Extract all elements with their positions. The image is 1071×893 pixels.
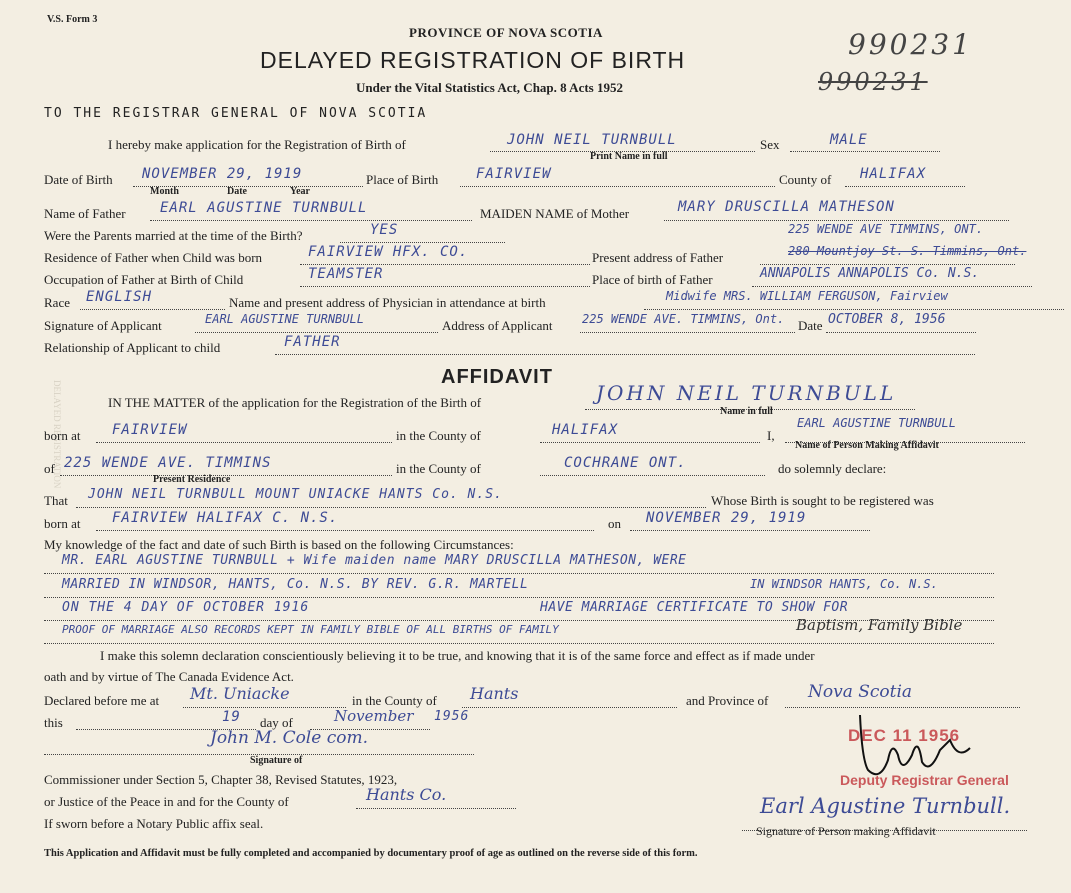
- commissioner-signature: John M. Cole com.: [210, 728, 368, 748]
- circumstance-3a: ON THE 4 DAY OF OCTOBER 1916: [62, 600, 310, 615]
- mother-name: MARY DRUSCILLA MATHESON: [678, 199, 895, 215]
- sex-label: Sex: [760, 137, 780, 152]
- form-title: DELAYED REGISTRATION OF BIRTH: [260, 47, 686, 73]
- circumstance-3b: HAVE MARRIAGE CERTIFICATE TO SHOW FOR: [540, 600, 849, 615]
- solemn-declaration-1: I make this solemn declaration conscientiously believing it to be true, and knowing that it is of the same force and effect as if made under: [100, 648, 815, 663]
- married-line: [340, 228, 505, 243]
- on-label: on: [608, 516, 621, 531]
- father-pob-value: ANNAPOLIS ANNAPOLIS Co. N.S.: [760, 266, 980, 281]
- residence-caption: Present Residence: [153, 474, 231, 485]
- affiant-residence: 225 WENDE AVE. TIMMINS: [64, 455, 272, 471]
- whose-birth-label: Whose Birth is sought to be registered was: [711, 493, 934, 508]
- relationship-label: Relationship of Applicant to child: [44, 340, 221, 355]
- commissioner-line: Commissioner under Section 5, Chapter 38, Revised Statutes, 1923,: [44, 772, 398, 787]
- declared-county-label: in the County of: [352, 693, 437, 708]
- name-full-caption: Name in full: [720, 406, 773, 417]
- pob-label: Place of Birth: [366, 172, 439, 187]
- occupation-value: TEAMSTER: [308, 266, 384, 282]
- born-at-value: FAIRVIEW: [112, 422, 188, 438]
- married-label: Were the Parents married at the time of the Birth?: [44, 228, 303, 243]
- residence-value: FAIRVIEW HFX. CO.: [308, 244, 469, 260]
- signature-of-caption: Signature of: [250, 755, 303, 766]
- addressee: TO THE REGISTRAR GENERAL OF NOVA SCOTIA: [44, 106, 428, 121]
- year-caption: Year: [290, 186, 310, 197]
- declare-label: do solemnly declare:: [778, 461, 887, 476]
- date-caption: Date: [227, 186, 247, 197]
- i-label: I,: [767, 428, 775, 443]
- declared-day: 19: [222, 709, 241, 725]
- that-value: JOHN NEIL TURNBULL MOUNT UNIACKE HANTS Co. N.S.: [88, 487, 503, 502]
- applicant-sig-label: Signature of Applicant: [44, 318, 162, 333]
- dob-value: NOVEMBER 29, 1919: [142, 166, 303, 182]
- county-value: HALIFAX: [860, 166, 927, 182]
- father-name: EARL AGUSTINE TURNBULL: [160, 200, 368, 216]
- occupation-label: Occupation of Father at Birth of Child: [44, 272, 244, 287]
- month-caption: Month: [150, 186, 179, 197]
- footer-note: This Application and Affidavit must be fully completed and accompanied by documentary proof of age as outlined on the reverse side of this form.: [44, 848, 698, 859]
- declared-year: 1956: [434, 709, 470, 724]
- registrar-signature-mark: [840, 700, 990, 790]
- province-label: and Province of: [686, 693, 769, 708]
- relationship-value: FATHER: [284, 334, 341, 350]
- affidavit-heading: AFFIDAVIT: [441, 366, 553, 388]
- child-name: JOHN NEIL TURNBULL: [507, 132, 677, 148]
- declared-county: Hants: [470, 684, 519, 703]
- applicant-date: OCTOBER 8, 1956: [828, 312, 946, 327]
- father-pob-label: Place of birth of Father: [592, 272, 713, 287]
- act-reference: Under the Vital Statistics Act, Chap. 8 Acts 1952: [356, 80, 623, 95]
- married-value: YES: [370, 222, 399, 238]
- pob-value: FAIRVIEW: [476, 166, 552, 182]
- county-of-label-2: in the County of: [396, 461, 481, 476]
- present-address-struck: 280 Mountjoy St. S. Timmins, Ont.: [788, 244, 1027, 258]
- declared-at: Mt. Uniacke: [190, 684, 290, 703]
- applicant-signature: EARL AGUSTINE TURNBULL: [205, 312, 364, 326]
- physician-label: Name and present address of Physician in attendance at birth: [229, 295, 546, 310]
- father-label: Name of Father: [44, 206, 126, 221]
- county-label: County of: [779, 172, 832, 187]
- applicant-date-label: Date: [798, 318, 823, 333]
- circumstance-4b: Baptism, Family Bible: [796, 616, 963, 634]
- that-label: That: [44, 493, 68, 508]
- solemn-declaration-2: oath and by virtue of The Canada Evidence Act.: [44, 669, 294, 684]
- born-at2-label: born at: [44, 516, 81, 531]
- matter-label: IN THE MATTER of the application for the Registration of the Birth of: [108, 395, 482, 410]
- applicant-address-label: Address of Applicant: [442, 318, 553, 333]
- this-label: this: [44, 715, 63, 730]
- form-number: V.S. Form 3: [47, 14, 98, 25]
- county-of-label: in the County of: [396, 428, 481, 443]
- circumstance-2a: MARRIED IN WINDSOR, HANTS, Co. N.S. BY REV. G.R. MARTELL: [62, 577, 529, 592]
- dob-label: Date of Birth: [44, 172, 113, 187]
- knowledge-label: My knowledge of the fact and date of such Birth is based on the following Circumstances:: [44, 537, 514, 552]
- affiant-signature: Earl Agustine Turnbull.: [760, 794, 1011, 818]
- declared-month: November: [334, 707, 414, 725]
- affiant-name: EARL AGUSTINE TURNBULL: [797, 416, 956, 430]
- declared-label: Declared before me at: [44, 693, 160, 708]
- mother-label: MAIDEN NAME of Mother: [480, 206, 630, 221]
- affidavit-county2: COCHRANE ONT.: [564, 455, 687, 471]
- relationship-line: [275, 340, 975, 355]
- registration-number: 990231: [848, 28, 973, 61]
- province-heading: PROVINCE OF NOVA SCOTIA: [409, 25, 603, 40]
- affiant-sig-caption: Signature of Person making Affidavit: [756, 824, 936, 838]
- applicant-address: 225 WENDE AVE. TIMMINS, Ont.: [582, 312, 785, 326]
- born-at2-value: FAIRVIEW HALIFAX C. N.S.: [112, 510, 339, 526]
- declared-province: Nova Scotia: [808, 682, 913, 702]
- stamp-text: Deputy Registrar General: [840, 772, 1009, 788]
- race-value: ENGLISH: [86, 289, 153, 305]
- born-at-label: born at: [44, 428, 81, 443]
- affidavit-child-name: JOHN NEIL TURNBULL: [596, 381, 897, 405]
- physician-value: Midwife MRS. WILLIAM FERGUSON, Fairview: [666, 289, 948, 303]
- on-date: NOVEMBER 29, 1919: [646, 510, 807, 526]
- struck-registration-number: 990231: [818, 68, 928, 96]
- intro-label: I hereby make application for the Registration of Birth of: [108, 137, 406, 152]
- affidavit-county: HALIFAX: [552, 422, 619, 438]
- residence-label: Residence of Father when Child was born: [44, 250, 263, 265]
- bleed-through-text: DELAYED REGISTRATION: [52, 380, 62, 489]
- of-label: of: [44, 461, 55, 476]
- present-address-current: 225 WENDE AVE TIMMINS, ONT.: [788, 222, 984, 236]
- stamp-date: DEC 11 1956: [848, 726, 961, 745]
- sex-value: MALE: [830, 132, 868, 148]
- day-of-label: day of: [260, 715, 293, 730]
- present-address-label: Present address of Father: [592, 250, 724, 265]
- circumstance-1: MR. EARL AGUSTINE TURNBULL + Wife maiden name MARY DRUSCILLA MATHESON, WERE: [62, 553, 687, 568]
- race-label: Race: [44, 295, 70, 310]
- justice-county: Hants Co.: [366, 785, 447, 804]
- justice-line: or Justice of the Peace in and for the County of: [44, 794, 289, 809]
- circumstance-4a: PROOF OF MARRIAGE ALSO RECORDS KEPT IN FAMILY BIBLE OF ALL BIRTHS OF FAMILY: [62, 623, 559, 636]
- affiant-caption: Name of Person Making Affidavit: [795, 440, 939, 451]
- notary-line: If sworn before a Notary Public affix seal.: [44, 816, 264, 831]
- print-name-caption: Print Name in full: [590, 151, 668, 162]
- circumstance-2b: IN WINDSOR HANTS, Co. N.S.: [750, 577, 938, 591]
